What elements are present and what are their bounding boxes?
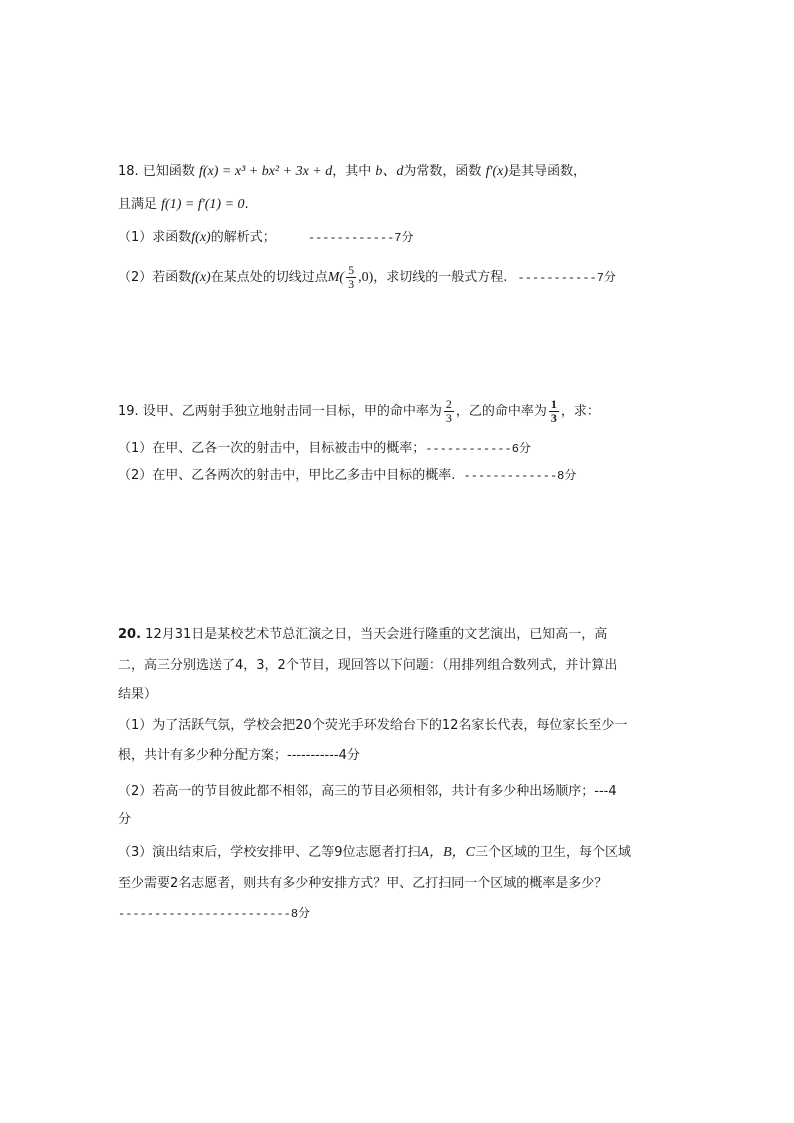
q18-text: 为常数，函数 bbox=[403, 164, 482, 179]
q20-part2-text: （2）若高一的节目彼此都不相邻，高三的节目必须相邻，共计有多少种出场顺序；---4 bbox=[118, 784, 617, 799]
fraction-denominator: 3 bbox=[550, 411, 557, 425]
q18-part1-score: ------------7分 bbox=[307, 231, 414, 245]
q18-point-rest: ,0) bbox=[358, 270, 374, 285]
q19-part2 bbox=[118, 466, 576, 486]
q20-part3-text: （3）演出结束后，学校安排甲、乙等9位志愿者打扫 bbox=[118, 845, 421, 860]
q20-stem-line2 bbox=[118, 656, 617, 676]
q18-text: 已知函数 bbox=[142, 164, 195, 179]
q18-part1-func: f(x) bbox=[191, 230, 211, 245]
q20-stem-line1 bbox=[118, 625, 607, 645]
q18-part2-text: ，求切线的一般式方程. bbox=[373, 270, 508, 285]
q19-part1-text: （1）在甲、乙各一次的射击中，目标被击中的概率； bbox=[118, 441, 426, 456]
q20-number: 20. bbox=[118, 627, 142, 642]
q20-part3-regions: A，B，C bbox=[420, 845, 475, 860]
q20-part3-line2 bbox=[118, 874, 607, 894]
q20-part3-score: ------------------------8分 bbox=[118, 907, 311, 921]
q18-derivative: f′(x) bbox=[485, 164, 509, 179]
q19-text: ，求： bbox=[560, 404, 600, 419]
fraction-denominator: 3 bbox=[348, 277, 355, 291]
fraction-numerator: 5 bbox=[348, 263, 355, 277]
q20-part3-text: 至少需要2名志愿者，则共有多少种安排方式？甲、乙打扫同一个区域的概率是多少？ bbox=[118, 876, 608, 891]
q18-part2-score: -----------7分 bbox=[517, 271, 616, 285]
q18-part2-text: 在某点处的切线过点 bbox=[210, 270, 328, 285]
q19-stem bbox=[118, 398, 600, 425]
q19-part2-score: -------------8分 bbox=[463, 469, 577, 483]
q18-text: 是其导函数， bbox=[508, 164, 587, 179]
q18-part1-text: 的解析式； bbox=[210, 230, 276, 245]
q18-part2 bbox=[118, 264, 616, 291]
q18-stem-line2 bbox=[118, 195, 249, 215]
fraction-numerator: 2 bbox=[445, 397, 452, 411]
q20-text: 结果） bbox=[118, 687, 158, 702]
q20-part2-text: 分 bbox=[118, 812, 132, 827]
q19-part1-score: ------------6分 bbox=[425, 442, 531, 456]
q19-prob-a bbox=[444, 398, 454, 425]
q20-part3-line1 bbox=[118, 843, 631, 863]
q18-vars: b、d bbox=[375, 164, 404, 179]
q19-part2-text: （2）在甲、乙各两次的射击中，甲比乙多击中目标的概率. bbox=[118, 468, 456, 483]
q19-part1 bbox=[118, 439, 531, 459]
q20-part1-line2 bbox=[118, 746, 360, 766]
q18-point-fraction bbox=[346, 264, 356, 291]
fraction-denominator: 3 bbox=[445, 411, 452, 425]
q20-stem-line3 bbox=[118, 685, 157, 705]
q18-part2-func: f(x) bbox=[191, 270, 211, 285]
q20-part3-line3 bbox=[118, 904, 310, 924]
q18-point-m: M( bbox=[327, 270, 345, 285]
q18-text: 且满足 bbox=[118, 197, 158, 212]
q18-formula: f(x) = x³ + bx² + 3x + d bbox=[198, 164, 333, 179]
q20-part1-line1 bbox=[118, 716, 627, 736]
q19-text: 设甲、乙两射手独立地射击同一目标，甲的命中率为 bbox=[142, 404, 442, 419]
q18-part1 bbox=[118, 228, 414, 248]
q19-text: ，乙的命中率为 bbox=[455, 404, 547, 419]
q20-part1-text: 根，共计有多少种分配方案；-----------4分 bbox=[118, 748, 360, 763]
q20-part3-text: 三个区域的卫生，每个区域 bbox=[475, 845, 632, 860]
q20-text: 12月31日是某校艺术节总汇演之日，当天会进行隆重的文艺演出，已知高一，高 bbox=[145, 627, 608, 642]
q20-part2-line1 bbox=[118, 782, 617, 802]
q20-part1-text: （1）为了活跃气氛，学校会把20个荧光手环发给台下的12名家长代表，每位家长至少一 bbox=[118, 718, 628, 733]
q20-text: 二，高三分别选送了4，3，2个节目，现回答以下问题：（用排列组合数列式，并计算出 bbox=[118, 658, 618, 673]
fraction-numerator: 1 bbox=[550, 397, 557, 411]
q18-part1-text: （1）求函数 bbox=[118, 230, 192, 245]
q18-stem-line1 bbox=[118, 162, 586, 182]
q18-part2-text: （2）若函数 bbox=[118, 270, 192, 285]
q18-condition: f(1) = f′(1) = 0 bbox=[161, 197, 245, 212]
q18-text: . bbox=[244, 197, 249, 212]
q19-prob-b bbox=[549, 398, 559, 425]
q18-text: ，其中 bbox=[332, 164, 372, 179]
q18-number: 18. bbox=[118, 164, 139, 179]
q19-number: 19. bbox=[118, 404, 139, 419]
q20-part2-line2 bbox=[118, 810, 131, 830]
